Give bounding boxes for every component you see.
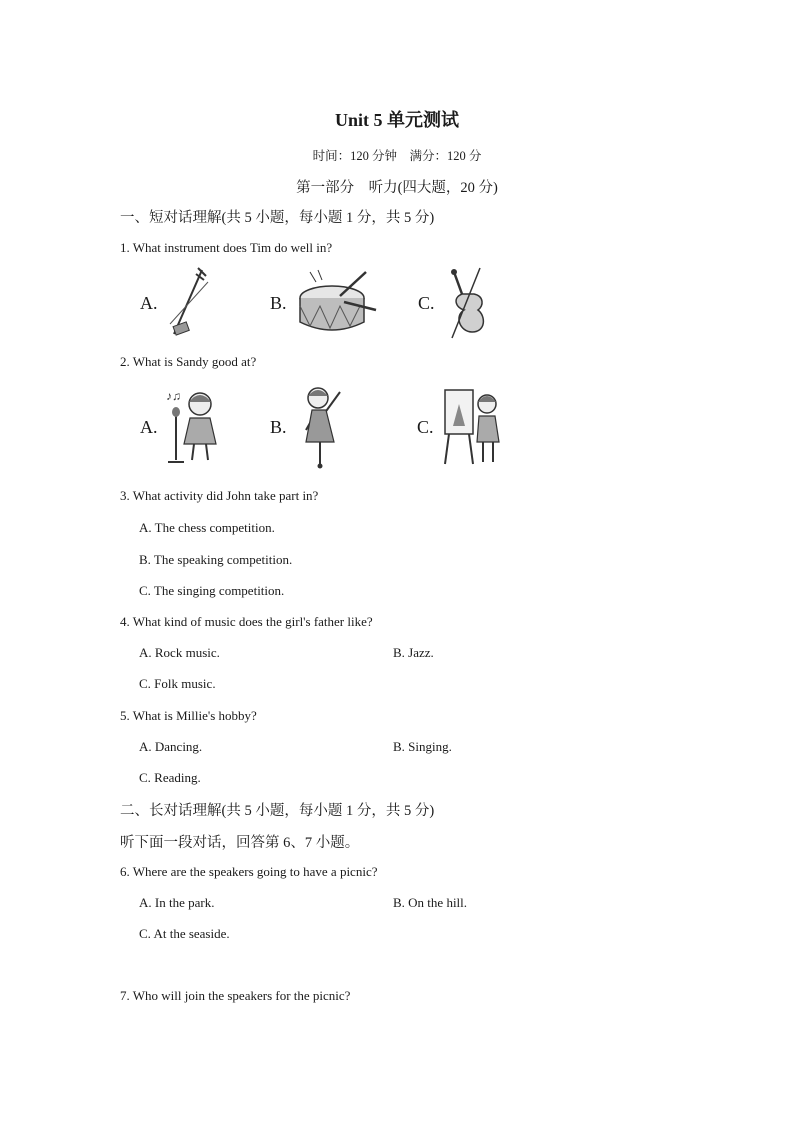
q2-option-c-label: C. — [417, 417, 434, 437]
q2-option-a-label: A. — [140, 417, 158, 437]
q3-option-b: B. The speaking competition. — [139, 552, 293, 567]
q6-option-b: B. On the hill. — [393, 895, 468, 910]
section1-heading: 一、短对话理解(共 5 小题，每小题 1 分，共 5 分) — [120, 210, 435, 226]
painting-girl-icon — [441, 386, 503, 468]
section2-instruction: 听下面一段对话，回答第 6、7 小题。 — [120, 835, 360, 851]
q4-option-c: C. Folk music. — [139, 676, 216, 691]
q2-option-b-label: B. — [270, 417, 287, 437]
violin-icon — [440, 266, 496, 342]
q4-option-a: A. Rock music. — [139, 645, 220, 660]
question-7: 7. Who will join the speakers for the picnic? — [120, 988, 351, 1003]
q4-option-b: B. Jazz. — [393, 645, 434, 660]
singing-girl-icon — [164, 384, 224, 466]
part-heading: 第一部分 听力(四大题，20 分) — [296, 180, 498, 196]
question-4: 4. What kind of music does the girl's father like? — [120, 614, 373, 629]
q1-option-c-label: C. — [418, 293, 435, 313]
question-3: 3. What activity did John take part in? — [120, 488, 319, 503]
dancing-girl-icon — [300, 384, 346, 470]
q5-option-a: A. Dancing. — [139, 739, 203, 754]
q3-option-c: C. The singing competition. — [139, 583, 285, 598]
q6-option-c: C. At the seaside. — [139, 926, 230, 941]
q1-option-b-label: B. — [270, 293, 287, 313]
exam-meta: 时间：120 分钟 满分：120 分 — [312, 149, 482, 163]
question-2: 2. What is Sandy good at? — [120, 354, 257, 369]
question-6: 6. Where are the speakers going to have a picnic? — [120, 864, 378, 879]
erhu-icon — [160, 262, 220, 342]
q5-option-b: B. Singing. — [393, 739, 452, 754]
question-5: 5. What is Millie's hobby? — [120, 708, 257, 723]
q6-option-a: A. In the park. — [139, 895, 215, 910]
page-title: Unit 5 单元测试 — [334, 110, 459, 130]
section2-heading: 二、长对话理解(共 5 小题，每小题 1 分，共 5 分) — [120, 803, 435, 819]
drum-icon — [296, 266, 380, 340]
question-1: 1. What instrument does Tim do well in? — [120, 240, 333, 255]
q3-option-a: A. The chess competition. — [139, 520, 275, 535]
svg-text:♪♫: ♪♫ — [166, 389, 181, 403]
q1-option-a-label: A. — [140, 293, 158, 313]
q5-option-c: C. Reading. — [139, 770, 201, 785]
